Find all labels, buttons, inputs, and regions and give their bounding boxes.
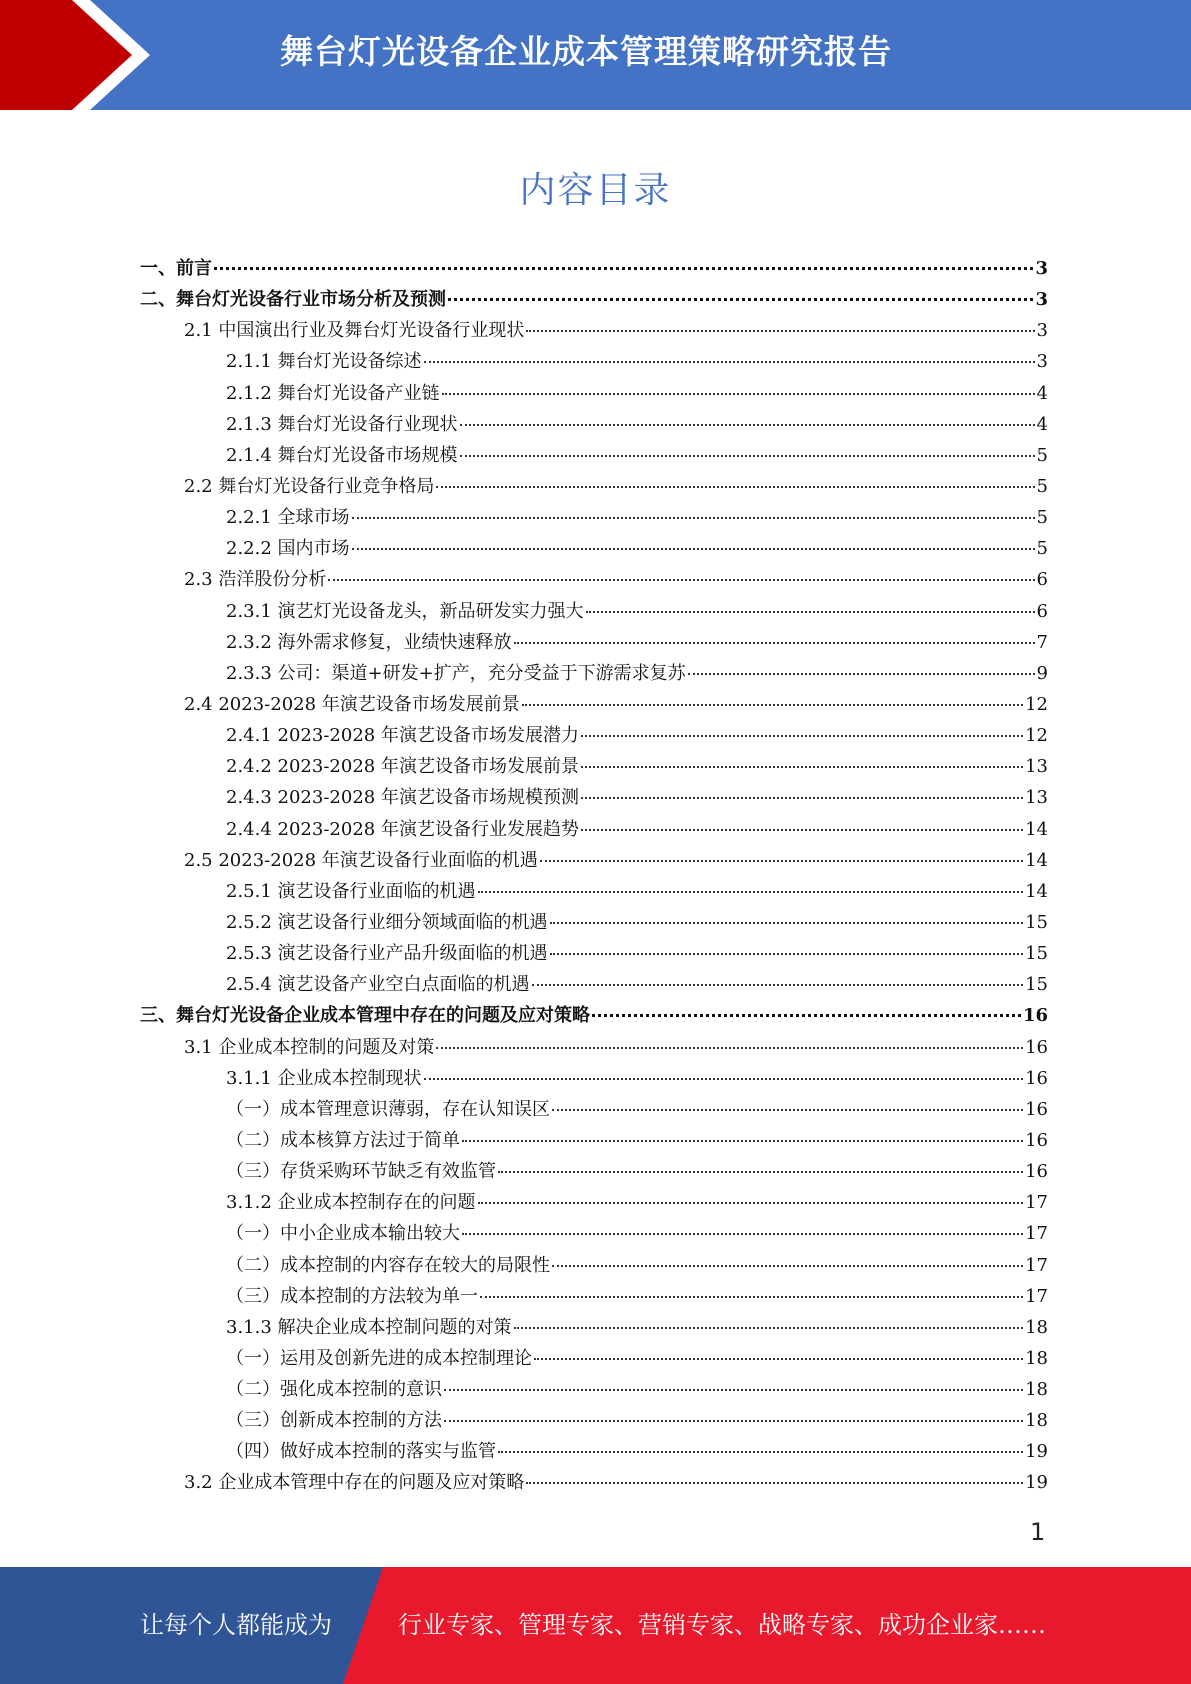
page-number: 1 [1030,1518,1046,1546]
toc-entry[interactable] [140,1125,1048,1156]
toc-dot-leader [460,424,1035,426]
toc-dot-leader [552,1109,1023,1111]
toc-entry[interactable] [140,1063,1048,1094]
toc-entry[interactable] [140,409,1048,440]
toc-entry-page: 16 [1025,1067,1048,1089]
toc-entry[interactable] [140,627,1048,658]
toc-entry-page: 12 [1025,693,1048,715]
toc-entry-page: 17 [1025,1192,1048,1214]
toc-entry-label: 3.1.2 企业成本控制存在的问题 [226,1192,476,1214]
toc-dot-leader [478,891,1024,893]
toc-entry[interactable] [140,1250,1048,1281]
toc-dot-leader [514,642,1035,644]
toc-entry-label: （二）成本核算方法过于简单 [226,1129,460,1151]
toc-entry-label: （三）成本控制的方法较为单一 [226,1285,478,1307]
toc-entry[interactable] [140,440,1048,471]
toc-entry-label: 2.3 浩洋股份分析 [184,569,327,591]
toc-entry-label: 2.4.4 2023-2028 年演艺设备行业发展趋势 [226,818,579,840]
toc-entry[interactable] [140,502,1048,533]
toc-entry-page: 14 [1025,849,1048,871]
page-header [0,0,1191,110]
toc-entry-page: 16 [1022,1005,1048,1027]
toc-entry-label: 3.2 企业成本管理中存在的问题及应对策略 [184,1472,525,1494]
toc-dot-leader [526,1482,1023,1484]
toc-entry-label: 2.4.1 2023-2028 年演艺设备市场发展潜力 [226,725,579,747]
toc-entry-label: 一、前言 [140,258,212,279]
toc-entry-label: 2.2.1 全球市场 [226,507,350,529]
toc-entry[interactable] [140,1032,1048,1063]
toc-entry[interactable] [140,907,1048,938]
toc-entry[interactable] [140,253,1048,284]
toc-entry[interactable] [140,471,1048,502]
toc-entry-page: 16 [1025,1036,1048,1058]
toc-dot-leader [462,1140,1023,1142]
toc-dot-leader [550,953,1024,955]
toc-entry[interactable] [140,751,1048,782]
toc-entry-label: （四）做好成本控制的落实与监管 [226,1441,496,1463]
toc-entry-page: 18 [1025,1379,1048,1401]
toc-entry-page: 4 [1036,382,1048,404]
toc-entry-page: 9 [1036,662,1048,684]
toc-dot-leader [462,1233,1023,1235]
toc-entry-page: 5 [1036,507,1048,529]
toc-entry[interactable] [140,315,1048,346]
toc-entry-label: 2.1.2 舞台灯光设备产业链 [226,382,440,404]
toc-entry-page: 6 [1036,569,1048,591]
toc-dot-leader [550,922,1024,924]
toc-entry[interactable] [140,845,1048,876]
toc-dot-leader [352,548,1035,550]
toc-entry-label: 2.5 2023-2028 年演艺设备行业面临的机遇 [184,849,538,871]
toc-entry-page: 17 [1025,1254,1048,1276]
toc-entry-label: 2.1.1 舞台灯光设备综述 [226,351,422,373]
toc-entry-page: 13 [1025,787,1048,809]
toc-entry-label: 2.4.3 2023-2028 年演艺设备市场规模预测 [226,787,579,809]
toc-dot-leader [532,984,1024,986]
toc-entry[interactable] [140,378,1048,409]
page-footer [0,1567,1191,1684]
toc-entry[interactable] [140,1374,1048,1405]
toc-dot-leader [498,1171,1023,1173]
toc-dot-leader [436,486,1034,488]
toc-entry[interactable] [140,658,1048,689]
toc-dot-leader [581,829,1023,831]
toc-dot-leader [214,267,1033,270]
toc-entry-page: 5 [1036,475,1048,497]
toc-entry[interactable] [140,782,1048,813]
toc-entry-label: （一）中小企业成本输出较大 [226,1223,460,1245]
toc-entry-label: 2.5.2 演艺设备行业细分领域面临的机遇 [226,911,548,933]
footer-slogan-right: 行业专家、管理专家、营销专家、战略专家、成功企业家…… [398,1611,1046,1639]
toc-title: 内容目录 [519,170,672,211]
toc-dot-leader [436,1047,1023,1049]
toc-entry-page: 16 [1025,1098,1048,1120]
toc-dot-leader [540,860,1023,862]
toc-dot-leader [526,330,1034,332]
toc-dot-leader [424,1078,1024,1080]
toc-dot-leader [460,455,1035,457]
toc-entry-page: 18 [1025,1410,1048,1432]
toc-entry-page: 13 [1025,756,1048,778]
toc-dot-leader [688,673,1035,675]
toc-entry[interactable] [140,1405,1048,1436]
toc-entry[interactable] [140,1343,1048,1374]
toc-entry-page: 7 [1036,631,1048,653]
toc-entry-label: 3.1.1 企业成本控制现状 [226,1067,422,1089]
toc-entry[interactable] [140,1000,1048,1031]
toc-entry-page: 6 [1036,600,1048,622]
toc-entry[interactable] [140,346,1048,377]
toc-entry-label: （三）存货采购环节缺乏有效监管 [226,1161,496,1183]
toc-entry-label: 2.1.4 舞台灯光设备市场规模 [226,444,458,466]
toc-entry-label: 2.1.3 舞台灯光设备行业现状 [226,413,458,435]
toc-entry-page: 14 [1025,880,1048,902]
toc-entry-page: 3 [1036,351,1048,373]
toc-entry-page: 14 [1025,818,1048,840]
toc-entry[interactable] [140,1218,1048,1249]
toc-entry-label: 2.3.2 海外需求修复，业绩快速释放 [226,631,512,653]
toc-entry-page: 19 [1025,1472,1048,1494]
toc-entry-label: 2.4 2023-2028 年演艺设备市场发展前景 [184,693,520,715]
toc-entry[interactable] [140,1156,1048,1187]
toc-entry[interactable] [140,284,1048,315]
toc-entry-page: 17 [1025,1223,1048,1245]
toc-entry[interactable] [140,1094,1048,1125]
toc-entry-label: 2.1 中国演出行业及舞台灯光设备行业现状 [184,320,525,342]
toc-dot-leader [552,1265,1023,1267]
toc-entry[interactable] [140,1436,1048,1467]
toc-dot-leader [328,579,1034,581]
toc-dot-leader [448,298,1033,301]
toc-entry[interactable] [140,689,1048,720]
toc-dot-leader [480,1296,1023,1298]
toc-entry[interactable] [140,596,1048,627]
toc-entry-label: 3.1.3 解决企业成本控制问题的对策 [226,1316,512,1338]
toc-entry-page: 18 [1025,1316,1048,1338]
toc-entry-label: （二）成本控制的内容存在较大的局限性 [226,1254,550,1276]
toc-entry[interactable] [140,564,1048,595]
toc-entry[interactable] [140,938,1048,969]
table-of-contents [140,253,1048,1499]
toc-entry-label: 2.4.2 2023-2028 年演艺设备市场发展前景 [226,756,579,778]
toc-entry-page: 5 [1036,444,1048,466]
toc-entry-page: 15 [1025,974,1048,996]
toc-dot-leader [498,1451,1023,1453]
toc-entry-label: 二、舞台灯光设备行业市场分析及预测 [140,289,446,311]
toc-entry-label: 2.5.1 演艺设备行业面临的机遇 [226,880,476,902]
toc-entry-label: 2.2 舞台灯光设备行业竞争格局 [184,475,435,497]
toc-entry-label: 2.3.1 演艺灯光设备龙头，新品研发实力强大 [226,600,584,622]
toc-entry-label: （二）强化成本控制的意识 [226,1379,442,1401]
toc-dot-leader [424,361,1035,363]
toc-entry[interactable] [140,969,1048,1000]
toc-entry-page: 12 [1025,725,1048,747]
toc-dot-leader [478,1202,1024,1204]
toc-dot-leader [581,735,1023,737]
toc-entry[interactable] [140,533,1048,564]
toc-entry-page: 3 [1035,258,1048,279]
toc-dot-leader [581,797,1023,799]
report-title: 舞台灯光设备企业成本管理策略研究报告 [280,32,892,71]
toc-entry[interactable] [140,1312,1048,1343]
toc-entry-label: 2.5.4 演艺设备产业空白点面临的机遇 [226,974,530,996]
toc-entry[interactable] [140,1467,1048,1498]
toc-entry-label: 2.2.2 国内市场 [226,538,350,560]
toc-entry-page: 16 [1025,1161,1048,1183]
footer-slogan-left: 让每个人都能成为 [140,1611,332,1639]
toc-entry-label: （三）创新成本控制的方法 [226,1410,442,1432]
toc-dot-leader [444,1420,1023,1422]
toc-dot-leader [514,1327,1024,1329]
toc-entry[interactable] [140,1281,1048,1312]
toc-entry-page: 15 [1025,943,1048,965]
toc-entry[interactable] [140,876,1048,907]
toc-entry[interactable] [140,720,1048,751]
toc-entry-page: 5 [1036,538,1048,560]
toc-dot-leader [581,766,1023,768]
toc-entry-label: 2.3.3 公司：渠道+研发+扩产，充分受益于下游需求复苏 [226,662,686,684]
toc-entry-label: （一）成本管理意识薄弱，存在认知误区 [226,1098,550,1120]
toc-dot-leader [442,393,1035,395]
toc-entry-page: 19 [1025,1441,1048,1463]
toc-entry-page: 3 [1035,289,1048,311]
toc-dot-leader [352,517,1035,519]
toc-entry-label: 2.5.3 演艺设备行业产品升级面临的机遇 [226,943,548,965]
toc-entry-page: 3 [1036,320,1048,342]
toc-entry-page: 15 [1025,911,1048,933]
toc-entry[interactable] [140,1187,1048,1218]
toc-dot-leader [522,704,1023,706]
toc-entry-label: （一）运用及创新先进的成本控制理论 [226,1347,532,1369]
toc-entry-label: 三、舞台灯光设备企业成本管理中存在的问题及应对策略 [140,1005,590,1027]
toc-entry-page: 18 [1025,1347,1048,1369]
toc-dot-leader [592,1014,1021,1017]
toc-entry-page: 16 [1025,1129,1048,1151]
toc-entry-label: 3.1 企业成本控制的问题及对策 [184,1036,435,1058]
toc-entry-page: 17 [1025,1285,1048,1307]
toc-entry[interactable] [140,814,1048,845]
toc-entry-page: 4 [1036,413,1048,435]
toc-dot-leader [534,1358,1023,1360]
toc-dot-leader [586,611,1035,613]
toc-dot-leader [444,1389,1023,1391]
